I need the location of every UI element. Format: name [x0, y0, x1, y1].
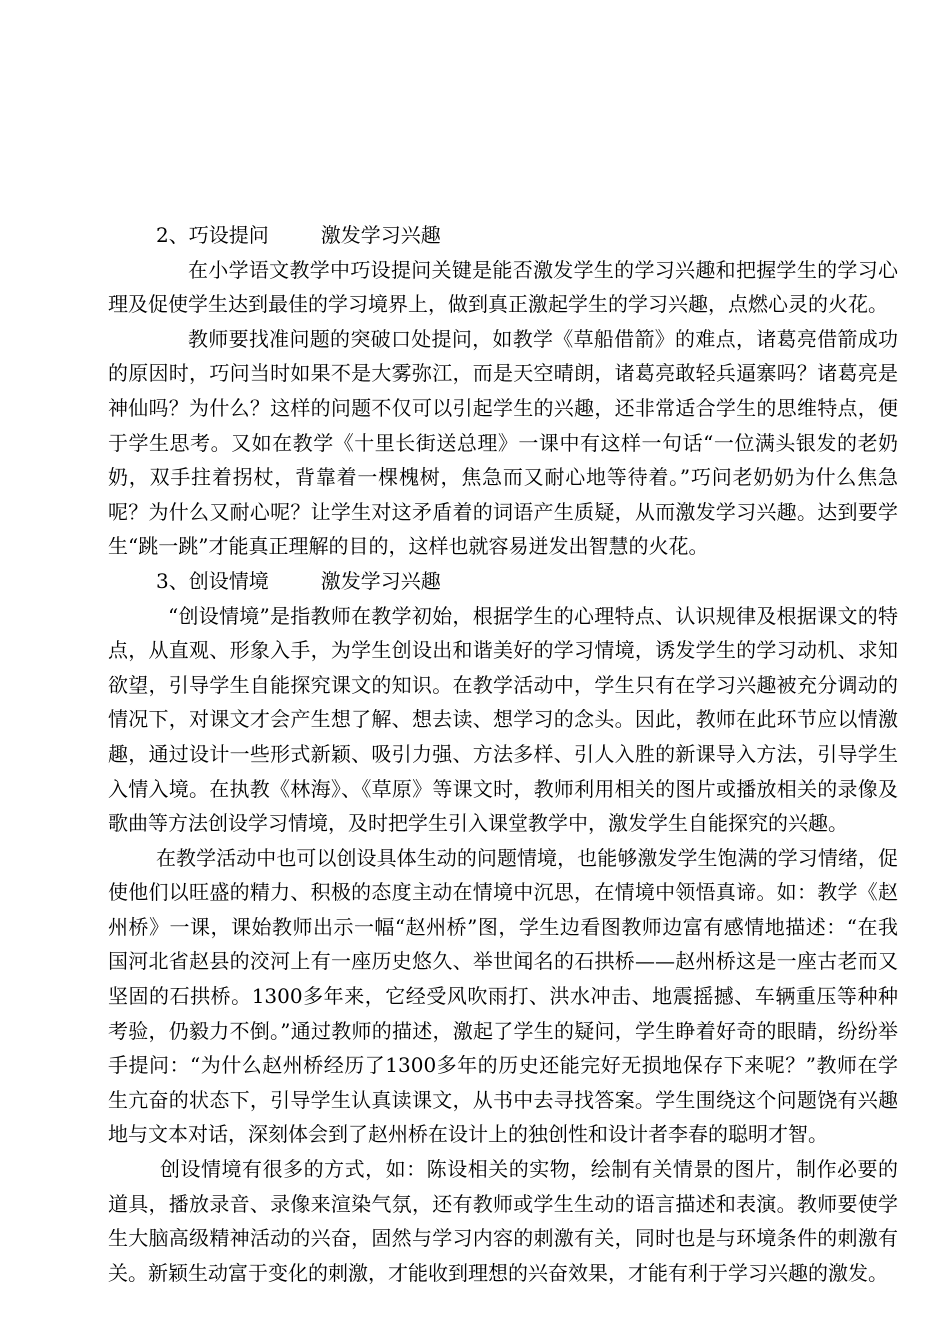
- section-3-heading: [108, 564, 898, 599]
- section-2-heading: [108, 218, 898, 253]
- section-2-paragraph-2: 教师要找准问题的突破口处提问，如教学《草船借箭》的难点，诸葛亮借箭成功的原因时，巧问当时如果不是大雾弥江，而是天空晴朗，诸葛亮敢轻兵逼寨吗？诸葛亮是神仙吗？为什么？这样的问题不仅可以引起学生的兴趣，还非常适合学生的思维特点，便于学生思考。又如在教学《十里长街送总理》一课中有这样一句话“一位满头银发的老奶奶，双手拄着拐杖，背靠着一棵槐树，焦急而又耐心地等待着。”巧问老奶奶为什么焦急呢？为什么又耐心呢？让学生对这矛盾着的词语产生质疑，从而激发学习兴趣。达到要学生“跳一跳”才能真正理解的目的，这样也就容易迸发出智慧的火花。: [108, 326, 898, 559]
- section-3-title: 激发学习兴趣: [320, 568, 441, 593]
- section-2-paragraph-1: 在小学语文教学中巧设提问关键是能否激发学生的学习兴趣和把握学生的学习心理及促使学生达到最佳的学习境界上，做到真正激起学生的学习兴趣，点燃心灵的火花。: [108, 257, 898, 317]
- section-3-paragraph-1: “创设情境”是指教师在教学初始，根据学生的心理特点、认识规律及根据课文的特点，从直观、形象入手，为学生创设出和谐美好的学习情境，诱发学生的学习动机、求知欲望，引导学生自能探究课文的知识。在教学活动中，学生只有在学习兴趣被充分调动的情况下，对课文才会产生想了解、想去读、想学习的念头。因此，教师在此环节应以情激趣，通过设计一些形式新颖、吸引力强、方法多样、引人入胜的新课导入方法，引导学生入情入境。在执教《林海》、《草原》等课文时，教师利用相关的图片或播放相关的录像及歌曲等方法创设学习情境，及时把学生引入课堂教学中，激发学生自能探究的兴趣。: [108, 603, 898, 836]
- section-3-number: 3、创设情境: [156, 568, 269, 593]
- document-page: [108, 218, 898, 1290]
- section-3-paragraph-3: 创设情境有很多的方式，如：陈设相关的实物，绘制有关情景的图片，制作必要的道具，播放录音、录像来渲染气氛，还有教师或学生生动的语言描述和表演。教师要使学生大脑高级精神活动的兴奋，固然与学习内容的刺激有关，同时也是与环境条件的刺激有关。新颖生动富于变化的刺激，才能收到理想的兴奋效果，才能有利于学习兴趣的激发。: [108, 1157, 898, 1285]
- section-2-number: 2、巧设提问: [156, 223, 269, 247]
- section-3-paragraph-2: 在教学活动中也可以创设具体生动的问题情境，也能够激发学生饱满的学习情绪，促使他们以旺盛的精力、积极的态度主动在情境中沉思，在情境中领悟真谛。如：教学《赵州桥》一课，课始教师出示一幅“赵州桥”图，学生边看图教师边富有感情地描述：“在我国河北省赵县的洨河上有一座历史悠久、举世闻名的石拱桥——赵州桥这是一座古老而又坚固的石拱桥。1300多年来，它经受风吹雨打、洪水冲击、地震摇撼、车辆重压等种种考验，仍毅力不倒。”通过教师的描述，激起了学生的疑问，学生睁着好奇的眼睛，纷纷举手提问：“为什么赵州桥经历了1300多年的历史还能完好无损地保存下来呢？”教师在学生亢奋的状态下，引导学生认真读课文，从书中去寻找答案。学生围绕这个问题饶有兴趣地与文本对话，深刻体会到了赵州桥在设计上的独创性和设计者李春的聪明才智。: [108, 845, 898, 1147]
- section-2-title: 激发学习兴趣: [320, 223, 441, 247]
